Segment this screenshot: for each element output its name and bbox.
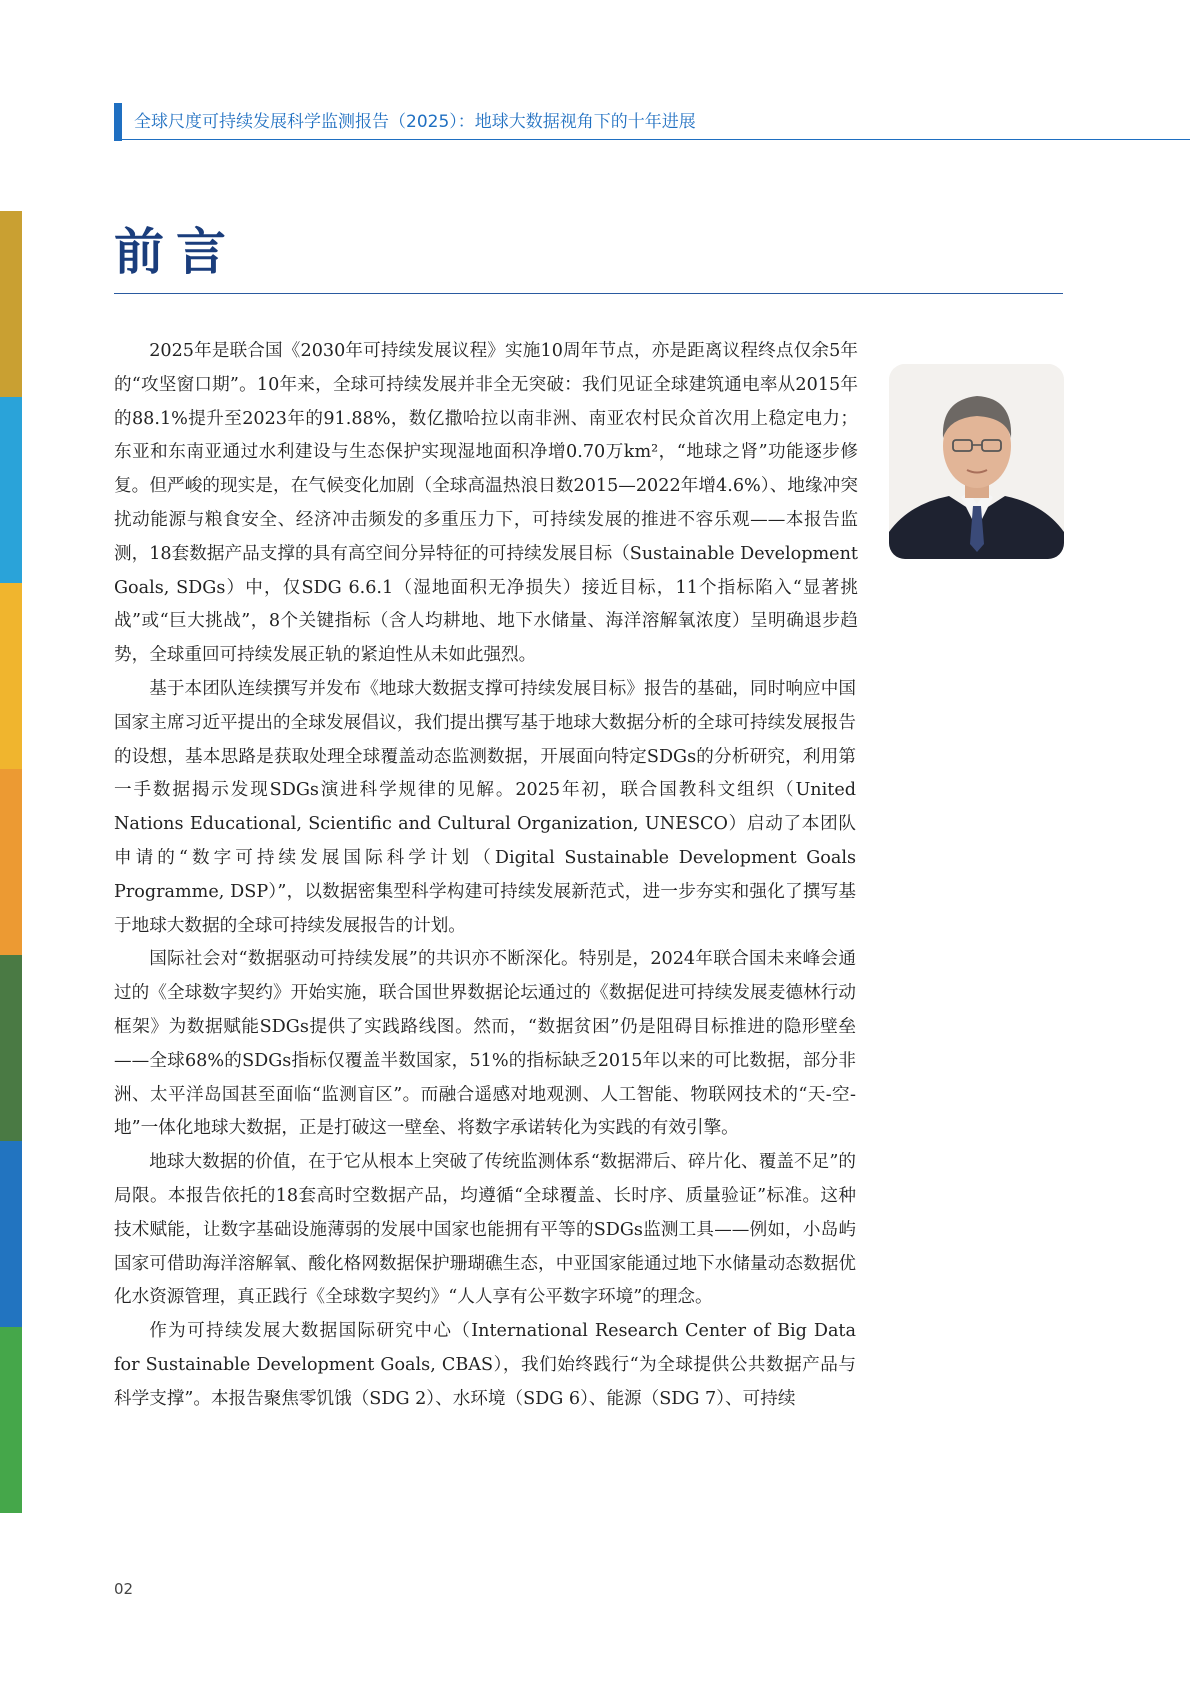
side-strip-7 [0,1327,22,1513]
paragraph: 2025年是联合国《2030年可持续发展议程》实施10周年节点，亦是距离议程终点仅余5年的“攻坚窗口期”。10年来，全球可持续发展并非全无突破：我们见证全球建筑通电率从2015年的88.1%提升至2023年的91.88%，数亿撒哈拉以南非洲、南亚农村民众首次用上稳定电力；东亚和东南亚通过水利建设与生态保护实现湿地面积净增0.70万km²，“地球之肾”功能逐步修复。但严峻的现实是，在气候变化加剧（全球高温热浪日数2015—2022年增4.6%）、地缘冲突扰动能源与粮食安全、经济冲击频发的多重压力下，可持续发展的推进不容乐观——本报告监测，18套数据产品支撑的具有高空间分异特征的可持续发展目标（Sustainable Development Goals, SDGs）中，仅SDG 6.6.1（湿地面积无净损失）接近目标，11个指标陷入“显著挑战”或“巨大挑战”，8个关键指标（含人均耕地、地下水储量、海洋溶解氧浓度）呈明确退步趋势，全球重回可持续发展正轨的紧迫性从未如此强烈。 [114,341,858,666]
portrait-photo-icon [889,364,1064,559]
title-rule [114,293,1063,294]
header-rule [114,139,1190,140]
side-strip-1 [0,211,22,397]
side-strip-5 [0,955,22,1141]
header-accent-bar [114,103,122,141]
paragraph: 地球大数据的价值，在于它从根本上突破了传统监测体系“数据滞后、碎片化、覆盖不足”的局限。本报告依托的18套高时空数据产品，均遵循“全球覆盖、长时序、质量验证”标准。这种技术赋能，让数字基础设施薄弱的发展中国家也能拥有平等的SDGs监测工具——例如，小岛屿国家可借助海洋溶解氧、酸化格网数据保护珊瑚礁生态，中亚国家能通过地下水储量动态数据优化水资源管理，真正践行《全球数字契约》“人人享有公平数字环境”的理念。 [114,1152,856,1308]
paragraph: 作为可持续发展大数据国际研究中心（International Research Center of Big Data for Sustainable Development Goals, CBAS），我们始终践行“为全球提供公共数据产品与科学支撑”。本报告聚焦零饥饿（SDG 2）、水环境（SDG 6）、能源（SDG 7）、可持续 [114,1321,856,1409]
running-header-title: 全球尺度可持续发展科学监测报告（2025）：地球大数据视角下的十年进展 [134,112,696,132]
paragraph: 基于本团队连续撰写并发布《地球大数据支撑可持续发展目标》报告的基础，同时响应中国国家主席习近平提出的全球发展倡议，我们提出撰写基于地球大数据分析的全球可持续发展报告的设想，基本思路是获取处理全球覆盖动态监测数据，开展面向特定SDGs的分析研究，利用第一手数据揭示发现SDGs演进科学规律的见解。2025年初，联合国教科文组织（United Nations Educational, Scientific and Cultural Organization, UNESCO）启动了本团队申请的“数字可持续发展国际科学计划（Digital Sustainable Development Goals Programme, DSP）”，以数据密集型科学构建可持续发展新范式，进一步夯实和强化了撰写基于地球大数据的全球可持续发展报告的计划。 [114,678,856,936]
page-number: 02 [114,1580,134,1598]
side-strip-6 [0,1141,22,1327]
side-strip-2 [0,397,22,583]
page-title: 前言 [114,222,238,281]
preface-body [114,335,856,1417]
paragraph: 国际社会对“数据驱动可持续发展”的共识亦不断深化。特别是，2024年联合国未来峰会通过的《全球数字契约》开始实施，联合国世界数据论坛通过的《数据促进可持续发展麦德林行动框架》为数据赋能SDGs提供了实践路线图。然而，“数据贫困”仍是阻碍目标推进的隐形壁垒——全球68%的SDGs指标仅覆盖半数国家，51%的指标缺乏2015年以来的可比数据，部分非洲、太平洋岛国甚至面临“监测盲区”。而融合遥感对地观测、人工智能、物联网技术的“天-空-地”一体化地球大数据，正是打破这一壁垒、将数字承诺转化为实践的有效引擎。 [114,949,856,1139]
side-strip-3 [0,583,22,769]
side-strip-4 [0,769,22,955]
